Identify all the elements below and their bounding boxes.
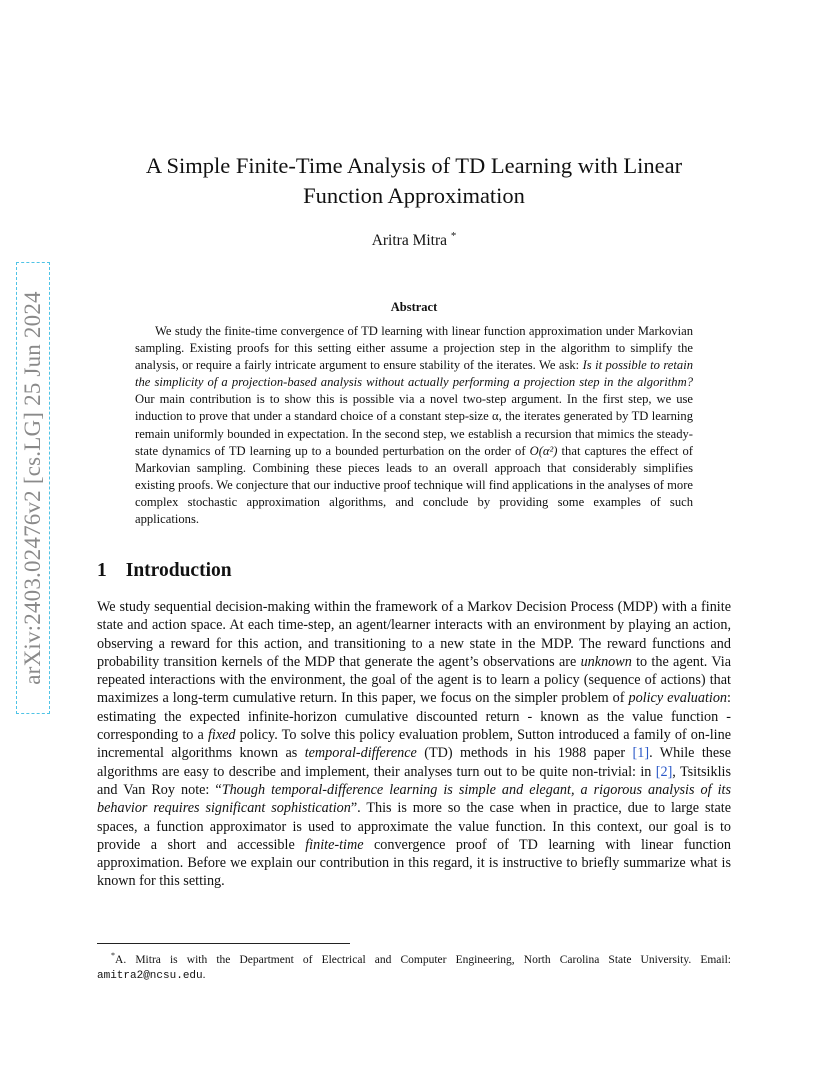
intro-emphasis: policy evaluation: [628, 690, 728, 707]
intro-emphasis: finite-time: [305, 836, 364, 853]
author-footnote-marker[interactable]: *: [450, 230, 457, 242]
intro-text: to the agent. Via repeated interactions with the environment, the goal of the agent is to learn a policy (sequence of actions) that maximizes a long-term cumulative return. In this paper, we focus on the simpler problem of: [97, 653, 731, 707]
paper-title: [100, 151, 728, 211]
intro-text: convergence proof of TD learning with linear function approximation. Before we explain our contribution in this regard, it is instructive to briefly summarize what is known for this setting.: [97, 836, 731, 890]
abstract-heading: Abstract: [390, 300, 438, 314]
intro-emphasis: fixed: [207, 727, 236, 744]
abstract-part-1: We study the finite-time convergence of TD learning with linear function approximation under Markovian sampling. Existing proofs for this setting either assume a projection step in the algorithm to simplify the analysis, or require a fairly intricate argument to ensure stability of the iterates. We ask:: [135, 324, 693, 373]
author-email-link[interactable]: amitra2@ncsu.edu: [97, 970, 203, 983]
section-heading: [97, 560, 232, 582]
author-line: [100, 230, 728, 250]
intro-text: ”. This is more so the case when in practice, due to large state spaces, a function approximator is used to approximate the value function. In this context, our goal is to provide a short and accessible: [97, 800, 731, 853]
intro-quote: Though temporal-difference learning is simple and elegant, a rigorous analysis of its behavior requires significant sophistication: [97, 781, 731, 817]
footnote-text: A. Mitra is with the Department of Electrical and Computer Engineering, North Carolina State University. Email:: [115, 953, 731, 966]
intro-text: , Tsitsiklis and Van Roy note: “: [97, 763, 731, 798]
section-title: Introduction: [125, 560, 232, 581]
intro-text: (TD) methods in his 1988 paper: [416, 745, 633, 762]
footnote-marker: *: [111, 951, 116, 960]
abstract-question: Is it possible to retain the simplicity of a projection-based analysis without actually performing a projection step in the algorithm?: [135, 358, 693, 390]
intro-text: : estimating the expected infinite-horizon cumulative discounted return - known as the value function - corresponding to a: [97, 690, 731, 744]
citation-link-2[interactable]: [2]: [655, 763, 673, 780]
arxiv-identifier: arXiv:2403.02476v2 [cs.LG] 25 Jun 2024: [20, 291, 45, 685]
author-name: Aritra Mitra: [371, 232, 448, 250]
section-number: 1: [97, 560, 107, 581]
title-line-2: Function Approximation: [303, 183, 525, 208]
abstract-math: O(α²): [529, 443, 558, 458]
intro-text: We study sequential decision-making within the framework of a Markov Decision Process (MDP) with a finite state and action space. At each time-step, an agent/learner interacts with an environment by playing an action, observing a reward for this action, and transitioning to a new state in the MDP. The reward functions and probability transition kernels of the MDP that generate the agent’s observations are: [97, 599, 731, 670]
intro-emphasis: unknown: [580, 653, 632, 670]
footnote-end: .: [202, 969, 206, 982]
introduction-paragraph: [97, 598, 731, 891]
abstract-part-2: Our main contribution is to show this is possible via a novel two-step argument. In the first step, we use induction to prove that under a standard choice of a constant step-size α, the iterates generated by TD learning remain uniformly bounded in expectation. In the second step, we establish a recursion that mimics the steady-state dynamics of TD learning up to a bounded perturbation on the order of: [135, 392, 693, 458]
intro-text: . While these algorithms are easy to describe and implement, their analyses turn out to be quite non-trivial: in: [97, 745, 731, 780]
citation-link-1[interactable]: [1]: [632, 745, 650, 762]
footnote-rule: [97, 943, 350, 944]
intro-text: policy. To solve this policy evaluation problem, Sutton introduced a family of on-line incremental algorithms known as: [97, 727, 731, 762]
intro-emphasis: temporal-difference: [304, 745, 417, 762]
title-line-1: A Simple Finite-Time Analysis of TD Learning with Linear: [145, 153, 683, 178]
arxiv-watermark: [16, 262, 50, 714]
abstract-part-3: that captures the effect of Markovian sampling. Combining these pieces leads to an overall approach that considerably simplifies existing proofs. We conjecture that our inductive proof technique will find applications in the analyses of more complex stochastic approximation algorithms, and conclude by providing some examples of such applications.: [135, 443, 693, 527]
abstract-text: [135, 323, 693, 528]
footnote: [97, 948, 731, 985]
